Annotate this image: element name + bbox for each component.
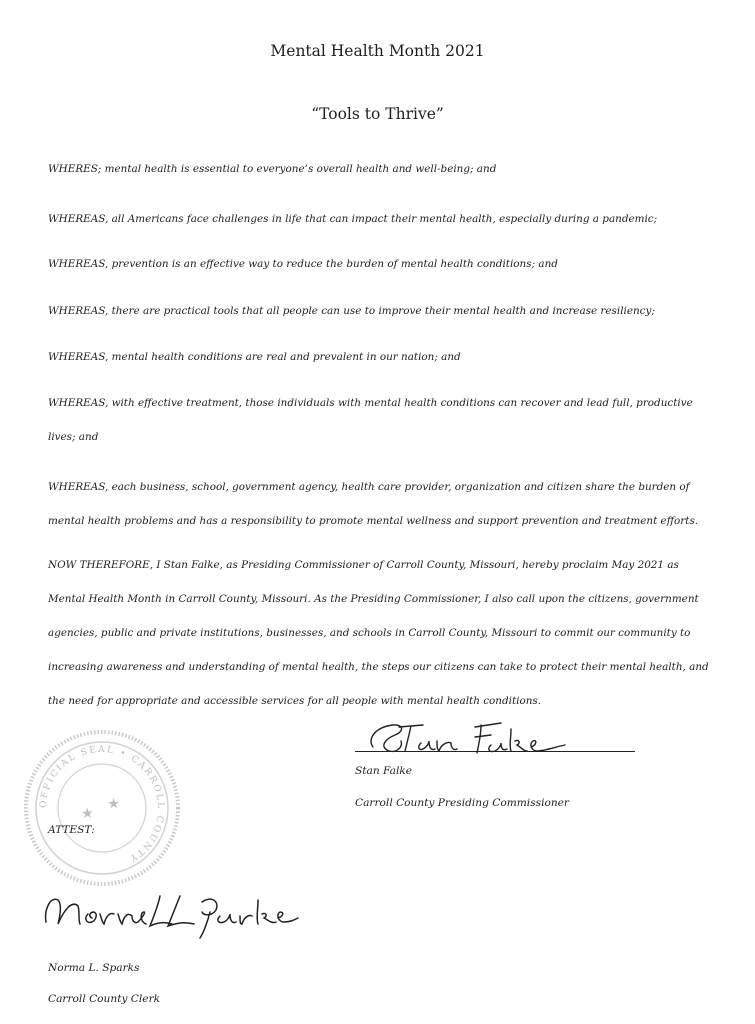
- clerk-signature-text: Norma L. Sparks: [140, 940, 149, 941]
- paragraph-3: WHEREAS, prevention is an effective way to reduce the burden of mental health conditions; and: [48, 258, 558, 270]
- paragraph-7: WHEREAS, each business, school, government agency, health care provider, organization and citizen share the burden of mental health problems and has a responsibility to promote mental wellness and support prevention and treatment efforts.: [48, 481, 699, 527]
- clerk-signature: [40, 882, 300, 942]
- paragraph-5: WHEREAS, mental health conditions are real and prevalent in our nation; and: [48, 351, 461, 363]
- paragraph-6: WHEREAS, with effective treatment, those individuals with mental health conditions can recover and lead full, productive lives; and: [48, 397, 693, 443]
- svg-text:★: ★: [103, 795, 123, 813]
- commissioner-signature-line: [355, 751, 635, 752]
- commissioner-name: Stan Falke: [355, 765, 413, 777]
- clerk-title: Carroll County Clerk: [48, 993, 161, 1005]
- commissioner-signature: [365, 713, 575, 761]
- paragraph-4: WHEREAS, there are practical tools that all people can use to improve their mental health and increase resiliency;: [48, 305, 655, 317]
- svg-text:★: ★: [77, 804, 97, 823]
- embossed-seal-icon: [22, 728, 182, 888]
- attest-label: ATTEST:: [48, 824, 95, 836]
- clerk-name: Norma L. Sparks: [48, 962, 140, 974]
- commissioner-title: Carroll County Presiding Commissioner: [355, 797, 569, 809]
- paragraph-8: NOW THEREFORE, I Stan Falke, as Presiding Commissioner of Carroll County, Missouri, hereby proclaim May 2021 as Mental Health Month in Carroll County, Missouri. As the Presiding Commissioner, I also call upon the citizens, government agencies, public and private institutions, businesses, and schools in Carroll County, Missouri to commit our community to increasing awareness and understanding of mental health, the steps our citizens can take to protect their mental health, and the need for appropriate and accessible services for all people with mental health conditions.: [48, 559, 709, 707]
- document-subtitle: “Tools to Thrive”: [311, 105, 444, 123]
- document-title: Mental Health Month 2021: [270, 42, 485, 60]
- seal-text: OFFICIAL SEAL • CARROLL COUNTY: [38, 744, 166, 864]
- paragraph-2: WHEREAS, all Americans face challenges in life that can impact their mental health, especially during a pandemic;: [48, 213, 658, 225]
- paragraph-1: WHERES; mental health is essential to everyone’s overall health and well-being; and: [48, 163, 497, 175]
- commissioner-signature-text: Stan Falke: [465, 759, 471, 760]
